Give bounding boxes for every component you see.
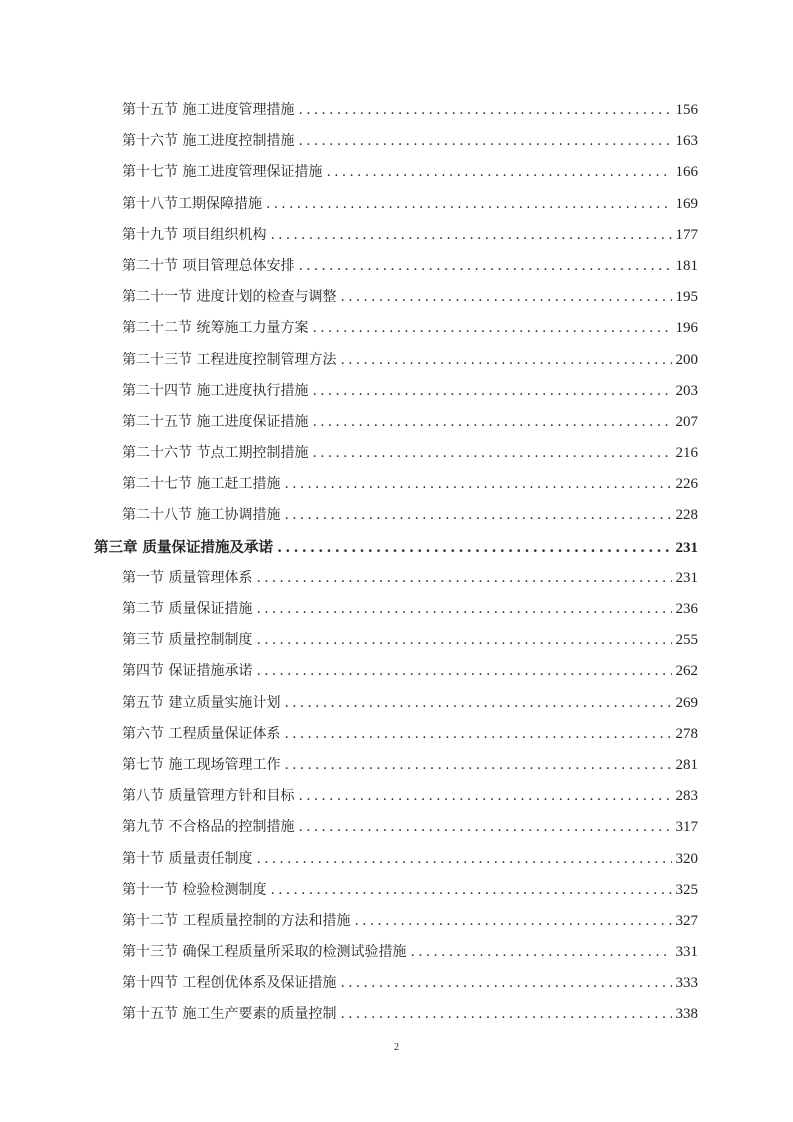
- toc-section-entry[interactable]: [94, 161, 698, 192]
- toc-section-entry[interactable]: [94, 504, 698, 535]
- toc-entry-page: 156: [675, 102, 698, 118]
- toc-entry-page: 231: [675, 569, 698, 586]
- toc-section-entry[interactable]: [94, 1003, 698, 1034]
- toc-entry-page: 200: [675, 351, 698, 368]
- toc-entry-title: 第十六节 施工进度控制措施: [122, 133, 295, 150]
- toc-section-entry[interactable]: [94, 910, 698, 941]
- dot-leader: [312, 320, 671, 336]
- page-number: 2: [394, 1042, 399, 1053]
- toc-entry-page: 207: [675, 413, 698, 430]
- toc-entry-page: 281: [675, 756, 698, 773]
- dot-leader: [256, 601, 671, 617]
- toc-entry-page: 196: [675, 320, 698, 337]
- toc-entry-title: 第三节 质量控制制度: [122, 632, 253, 649]
- toc-section-entry[interactable]: [94, 567, 698, 598]
- dot-leader: [340, 975, 671, 991]
- toc-entry-title: 第三章 质量保证措施及承诺: [94, 538, 274, 556]
- toc-entry-page: 317: [675, 819, 698, 836]
- dot-leader: [340, 1006, 671, 1022]
- toc-entry-page: 333: [675, 975, 698, 992]
- toc-section-entry[interactable]: [94, 317, 698, 348]
- toc-section-entry[interactable]: [94, 473, 698, 504]
- toc-section-entry[interactable]: [94, 286, 698, 317]
- dot-leader: [284, 726, 671, 742]
- toc-entry-title: 第十三节 确保工程质量所采取的检测试验措施: [122, 944, 407, 961]
- toc-entry-page: 181: [675, 257, 698, 274]
- toc-section-entry[interactable]: [94, 754, 698, 785]
- dot-leader: [298, 258, 671, 274]
- toc-entry-page: 166: [675, 164, 698, 181]
- toc-chapter-entry[interactable]: [94, 536, 698, 567]
- toc-entry-title: 第九节 不合格品的控制措施: [122, 819, 295, 836]
- toc-entry-title: 第十八节工期保障措施: [122, 195, 262, 212]
- toc-section-entry[interactable]: [94, 660, 698, 691]
- toc-entry-title: 第二十七节 施工赶工措施: [122, 476, 281, 493]
- toc-entry-title: 第二节 质量保证措施: [122, 601, 253, 617]
- toc-section-entry[interactable]: [94, 380, 698, 411]
- dot-leader: [298, 819, 671, 835]
- dot-leader: [277, 539, 671, 556]
- dot-leader: [298, 133, 671, 149]
- dot-leader: [312, 383, 671, 399]
- toc-section-entry[interactable]: [94, 442, 698, 473]
- toc-entry-title: 第十九节 项目组织机构: [122, 226, 267, 243]
- toc-section-entry[interactable]: [94, 193, 698, 224]
- toc-entry-page: 216: [675, 445, 698, 462]
- toc-entry-page: 262: [675, 663, 698, 680]
- toc-entry-title: 第六节 工程质量保证体系: [122, 725, 281, 742]
- table-of-contents: [94, 99, 698, 1035]
- toc-section-entry[interactable]: [94, 629, 698, 660]
- dot-leader: [270, 882, 671, 898]
- toc-entry-title: 第一节 质量管理体系: [122, 569, 253, 586]
- toc-entry-page: 331: [675, 944, 698, 961]
- toc-entry-title: 第十七节 施工进度管理保证措施: [122, 164, 323, 181]
- toc-entry-page: 226: [675, 476, 698, 493]
- toc-entry-title: 第二十二节 统筹施工力量方案: [122, 320, 309, 337]
- toc-entry-page: 283: [675, 788, 698, 805]
- dot-leader: [284, 476, 671, 492]
- toc-entry-page: 255: [675, 632, 698, 649]
- toc-entry-title: 第五节 建立质量实施计划: [122, 694, 281, 711]
- toc-entry-title: 第二十三节 工程进度控制管理方法: [122, 351, 337, 368]
- toc-section-entry[interactable]: [94, 130, 698, 161]
- dot-leader: [298, 788, 671, 804]
- toc-entry-title: 第二十五节 施工进度保证措施: [122, 413, 309, 430]
- toc-entry-page: 327: [675, 912, 698, 929]
- toc-entry-title: 第二十八节 施工协调措施: [122, 507, 281, 524]
- toc-section-entry[interactable]: [94, 99, 698, 130]
- toc-entry-page: 177: [675, 226, 698, 243]
- dot-leader: [312, 414, 671, 430]
- dot-leader: [284, 757, 671, 773]
- dot-leader: [256, 663, 671, 679]
- toc-entry-page: 236: [675, 601, 698, 617]
- dot-leader: [284, 695, 671, 711]
- toc-entry-title: 第二十六节 节点工期控制措施: [122, 445, 309, 462]
- toc-section-entry[interactable]: [94, 972, 698, 1003]
- toc-entry-page: 320: [675, 850, 698, 867]
- toc-section-entry[interactable]: [94, 255, 698, 286]
- toc-entry-title: 第二十四节 施工进度执行措施: [122, 382, 309, 399]
- toc-section-entry[interactable]: [94, 723, 698, 754]
- toc-entry-page: 169: [675, 195, 698, 212]
- toc-entry-title: 第十节 质量责任制度: [122, 850, 253, 867]
- toc-entry-title: 第七节 施工现场管理工作: [122, 756, 281, 773]
- toc-entry-page: 195: [675, 289, 698, 306]
- dot-leader: [298, 102, 671, 118]
- dot-leader: [256, 851, 671, 867]
- toc-entry-title: 第四节 保证措施承诺: [122, 663, 253, 680]
- toc-section-entry[interactable]: [94, 941, 698, 972]
- toc-entry-page: 163: [675, 133, 698, 150]
- toc-entry-page: 228: [675, 507, 698, 524]
- toc-entry-title: 第十二节 工程质量控制的方法和措施: [122, 912, 351, 929]
- toc-entry-page: 231: [675, 539, 698, 556]
- toc-entry-title: 第十五节 施工生产要素的质量控制: [122, 1006, 337, 1023]
- dot-leader: [256, 632, 671, 648]
- dot-leader: [410, 944, 671, 960]
- dot-leader: [266, 196, 672, 212]
- dot-leader: [312, 445, 671, 461]
- toc-section-entry[interactable]: [94, 349, 698, 380]
- dot-leader: [284, 507, 671, 523]
- toc-section-entry[interactable]: [94, 785, 698, 816]
- dot-leader: [340, 289, 671, 305]
- toc-section-entry[interactable]: [94, 848, 698, 879]
- toc-entry-page: 203: [675, 382, 698, 399]
- toc-entry-title: 第二十一节 进度计划的检查与调整: [122, 289, 337, 306]
- toc-entry-page: 269: [675, 694, 698, 711]
- toc-section-entry[interactable]: [94, 816, 698, 847]
- toc-section-entry[interactable]: [94, 692, 698, 723]
- dot-leader: [270, 227, 671, 243]
- toc-entry-title: 第八节 质量管理方针和目标: [122, 788, 295, 805]
- toc-section-entry[interactable]: [94, 224, 698, 255]
- toc-section-entry[interactable]: [94, 411, 698, 442]
- toc-section-entry[interactable]: [94, 879, 698, 910]
- toc-entry-title: 第二十节 项目管理总体安排: [122, 257, 295, 274]
- dot-leader: [340, 352, 671, 368]
- dot-leader: [256, 570, 671, 586]
- toc-section-entry[interactable]: [94, 598, 698, 629]
- toc-entry-title: 第十五节 施工进度管理措施: [122, 102, 295, 118]
- dot-leader: [354, 913, 671, 929]
- dot-leader: [326, 164, 671, 180]
- toc-entry-page: 278: [675, 725, 698, 742]
- toc-entry-page: 325: [675, 881, 698, 898]
- toc-entry-page: 338: [675, 1006, 698, 1023]
- toc-entry-title: 第十四节 工程创优体系及保证措施: [122, 975, 337, 992]
- toc-entry-title: 第十一节 检验检测制度: [122, 881, 267, 898]
